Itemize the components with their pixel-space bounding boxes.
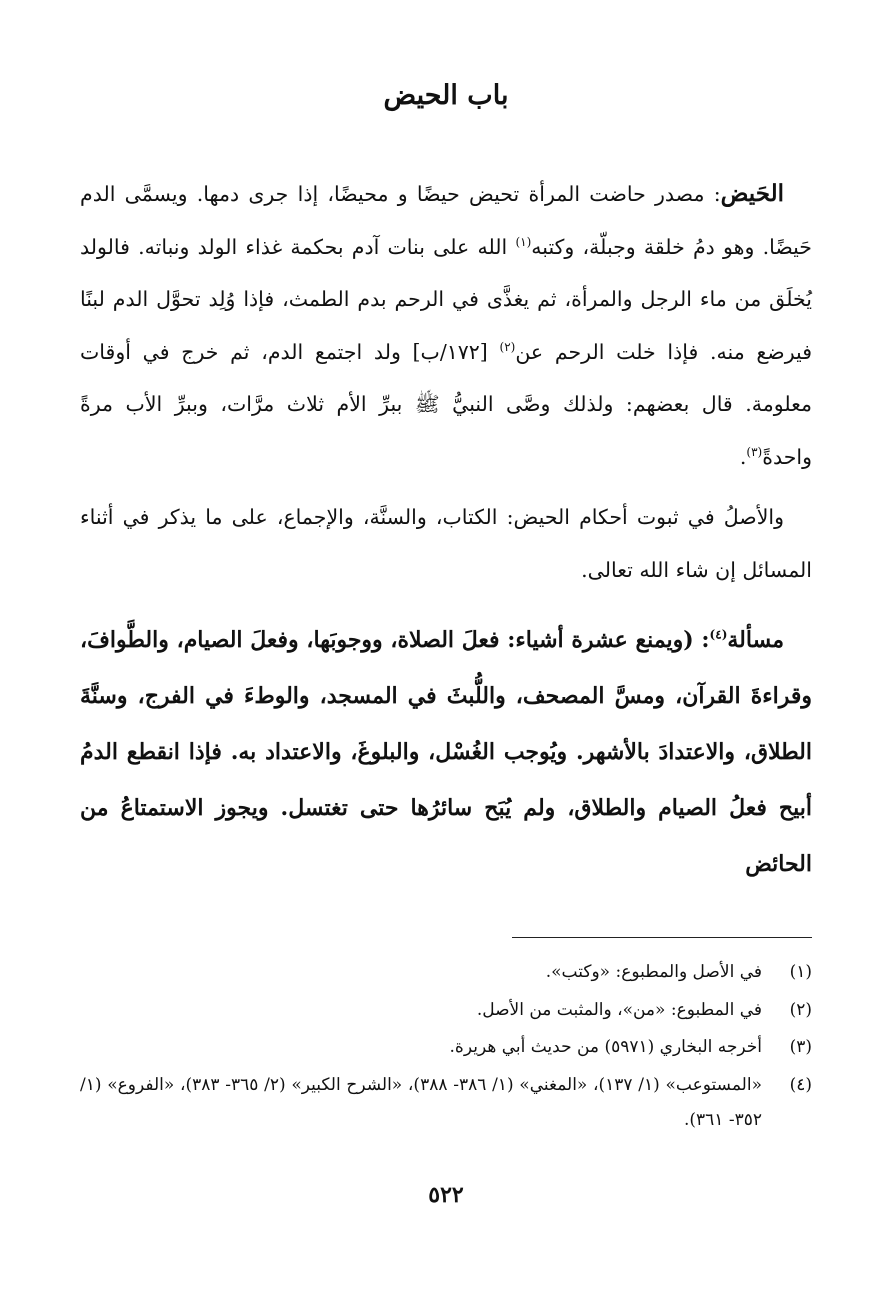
footnote-text: في الأصل والمطبوع: «وكتب». (545, 962, 762, 982)
footnote-ref-2[interactable]: (٢) (499, 339, 516, 354)
footnote-text: «المستوعب» (١/ ١٣٧)، «المغني» (١/ ٣٨٦- ٣٨٨)، «الشرح الكبير» (٢/ ٣٦٥- ٣٨٣)، «الفروع» (١/ ٣٥٢- ٣٦١). (80, 1074, 762, 1130)
masala-text: : (ويمنع عشرة أشياء: فعلَ الصلاة، ووجوبَها، وفعلَ الصيام، والطَّوافَ، وقراءةَ القرآن، ومسَّ المصحف، واللُّبثَ في المسجد، والوطءَ في الفرج، وسنَّةَ الطلاق، والاعتدادَ بالأشهر. ويُوجب الغُسْل، والبلوغَ، والاعتداد به. فإذا انقطع الدمُ أبيح فعلُ الصيام والطلاق، ولم يُبَح سائرُها حتى تغتسل. ويجوز الاستمتاعُ من الحائض (80, 627, 812, 877)
paragraph-definition (80, 168, 812, 483)
page-number: ٥٢٢ (428, 1182, 464, 1208)
footnote-item (80, 1068, 812, 1139)
footnote-text: في المطبوع: «من»، والمثبت من الأصل. (476, 999, 762, 1020)
footnote-ref-1[interactable]: (١) (515, 234, 532, 249)
main-text (80, 168, 812, 892)
footnote-number: (٣) (789, 1037, 812, 1057)
footnote-number: (٢) (789, 999, 812, 1020)
footnote-number: (٤) (789, 1074, 812, 1095)
footnote-divider (512, 937, 812, 938)
defined-term: الحَيض (720, 180, 784, 207)
footnote-text: أخرجه البخاري (٥٩٧١) من حديث أبي هريرة. (449, 1037, 762, 1057)
chapter-title: باب الحيض (383, 80, 509, 111)
paragraph-text: الله على بنات آدم بحكمة غذاء الولد ونباته. فالولد يُخلَق من ماء الرجل والمرأة، ثم يغذَّى في الرحم بدم الطمث، فإذا وُلِد تحوَّل الدم لبنًا فيرضع منه. فإذا خلت الرحم عن (80, 234, 812, 364)
paragraph-text: [١٧٢/ب] ولد اجتمع الدم، ثم خرج في أوقات معلومة. قال بعضهم: ولذلك وصَّى النبيُّ ﷺ ببرِّ الأم ثلاث مرَّات، وببرِّ الأب مرةً واحدةً (80, 339, 812, 469)
paragraph-origin: والأصلُ في ثبوت أحكام الحيض: الكتاب، والسنَّة، والإجماع، على ما يذكر في أثناء المسائل إن شاء الله تعالى. (80, 505, 812, 582)
footnote-ref-3[interactable]: (٣) (746, 444, 763, 459)
footnote-item (80, 993, 812, 1029)
footnotes-list (80, 955, 812, 1141)
footnote-ref-4[interactable]: (٤) (709, 627, 728, 642)
paragraph-masala (80, 612, 812, 892)
footnote-number: (١) (789, 962, 812, 982)
paragraph-text: . (739, 444, 747, 469)
footnote-item (80, 1030, 812, 1066)
paragraph-text: : مصدر حاضت المرأة تحيض حيضًا و محيضًا، إذا جرى دمها. ويسمَّى الدم حَيضًا. وهو دمُ خلقة وجبلّة، وكتبه (80, 182, 812, 259)
masala-label: مسألة (727, 627, 784, 653)
footnote-item (80, 955, 812, 991)
